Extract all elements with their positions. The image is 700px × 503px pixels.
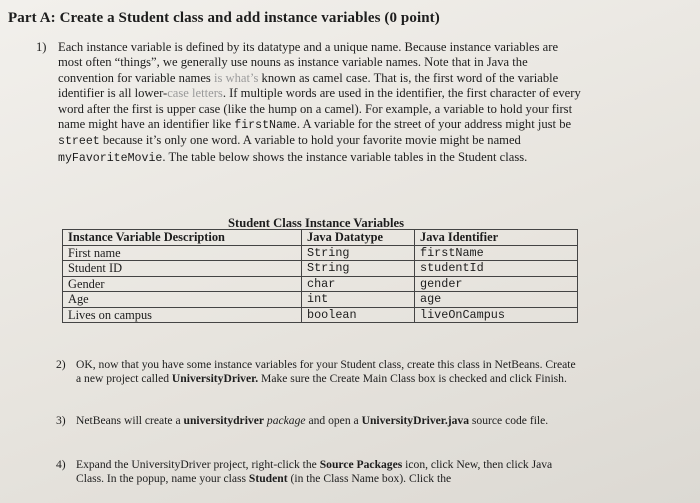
- instruction-item-4: [56, 458, 576, 487]
- text-run-faint: case letters: [167, 86, 223, 101]
- text-run: Expand the UniversityDriver project, right-click the: [76, 458, 320, 471]
- item-number: 3): [56, 414, 66, 427]
- table-cell: liveOnCampus: [415, 307, 578, 323]
- table-row: [63, 276, 578, 292]
- text-run: and open a: [305, 414, 362, 427]
- item-number: 2): [56, 358, 66, 371]
- item-4-text: [76, 458, 576, 487]
- part-a-title: Part A: Create a Student class and add instance variables (0 point): [8, 10, 440, 26]
- item-number: 1): [36, 40, 47, 54]
- item-3-text: [76, 414, 576, 428]
- text-run: source code file.: [469, 414, 549, 427]
- text-run: icon, click New, then click Java Class. In the popup, name your class: [76, 458, 553, 486]
- text-run: . The table below shows the instance variable tables in the Student class.: [162, 149, 528, 164]
- column-header: Java Datatype: [302, 230, 415, 246]
- table-cell: int: [302, 292, 415, 308]
- table-cell: String: [302, 261, 415, 277]
- instruction-item-2: [56, 358, 576, 387]
- table-row: [63, 261, 578, 277]
- text-run: known as camel case. That is, the first word of the variable identifier is all lower-: [58, 70, 559, 101]
- text-run: . A variable for the street of your address might just be: [296, 117, 572, 132]
- instance-variables-table: [62, 229, 578, 323]
- item-1-text: [58, 40, 584, 166]
- item-2-text: [76, 358, 576, 387]
- code-first-name: firstName: [234, 119, 297, 133]
- table-header-row: [63, 230, 578, 246]
- column-header: Instance Variable Description: [63, 230, 302, 246]
- code-my-favorite-movie: myFavoriteMovie: [58, 151, 163, 165]
- table-cell: studentId: [415, 261, 578, 277]
- text-run: . If multiple words are used in the identifier, the first character of every word after the first is upper case (like the hump on a camel). For example, a variable to hold your first name might have an identifier like: [58, 86, 581, 132]
- table-title: Student Class Instance Variables: [228, 216, 404, 230]
- table-cell: String: [302, 245, 415, 261]
- text-run: (in the Class Name box). Click the: [287, 472, 452, 486]
- item-number: 4): [56, 458, 66, 471]
- class-name: Student: [248, 472, 288, 486]
- column-header: Java Identifier: [415, 230, 578, 246]
- text-run-faint: is what’s: [213, 70, 259, 85]
- text-run-italic: package: [264, 414, 306, 427]
- table-cell: Age: [63, 292, 302, 308]
- table-cell: Lives on campus: [63, 307, 302, 323]
- text-run: Each instance variable is defined by its datatype and a unique name. Because instance variables are most often “things”, we generally use nouns as instance variable names. Note that in Java the convention for variable names: [58, 40, 559, 85]
- package-name: universitydriver: [183, 414, 265, 427]
- text-run: NetBeans will create a: [76, 414, 184, 427]
- table-cell: char: [302, 276, 415, 292]
- code-street: street: [58, 135, 100, 149]
- table-cell: gender: [415, 276, 578, 292]
- table-row: [63, 307, 578, 323]
- table-row: [63, 292, 578, 308]
- source-file-name: UniversityDriver.java: [361, 414, 470, 427]
- table-cell: Student ID: [63, 261, 302, 277]
- project-name: UniversityDriver.: [171, 372, 259, 386]
- text-run: OK, now that you have some instance variables for your Student class, create this class in NetBeans. Create a new project called: [76, 358, 576, 386]
- table-cell: firstName: [415, 245, 578, 261]
- table-cell: Gender: [63, 276, 302, 292]
- instruction-item-1: [36, 40, 584, 166]
- text-run: because it’s only one word. A variable to hold your favorite movie might be named: [99, 133, 521, 148]
- table-row: [63, 245, 578, 261]
- table-cell: First name: [63, 245, 302, 261]
- instruction-item-3: [56, 414, 576, 428]
- text-run: Make sure the Create Main Class box is checked and click Finish.: [258, 372, 567, 386]
- table-cell: age: [415, 292, 578, 308]
- table-cell: boolean: [302, 307, 415, 323]
- source-packages-label: Source Packages: [319, 458, 403, 471]
